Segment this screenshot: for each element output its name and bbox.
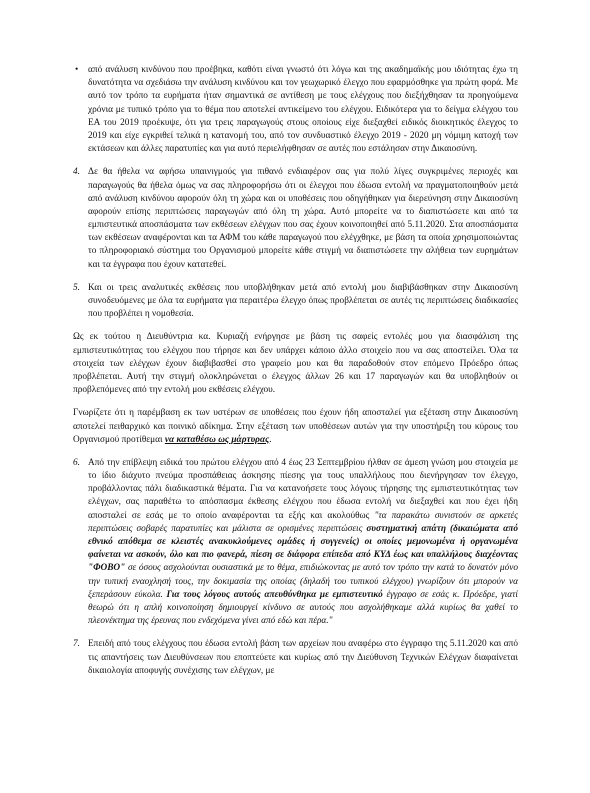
bullet-paragraph-text: από ανάλυση κινδύνου που προέβηκα, καθότι είναι γνωστό ότι λόγω και της ακαδημαϊκής μου ιδιότητας έχω τη δυνατότητα να σχεδιάσω την ανάλυση κινδύνου και τον γεωχωρικό έλεγχο που εφαρμόσθηκε για πρώτη φορά. Με αυτό τον τρόπο τα ευρήματα ήταν σημαντικά σε αντίθεση με τους ελέγχους που διεξήχθησαν τα προηγούμενα χρόνια με τυπικό τρόπο για το θέμα που αποτελεί αντικείμενο του ελέγχου. Ειδικότερα για το δείγμα ελέγχου του ΕΑ του 2019 προέκυψε, ότι για τρεις παραγωγούς στους οποίους είχε διεξαχθεί ειδικός διοικητικός έλεγχος το 2019 και είχε εγκριθεί τελικά η κατανομή του, από τον συνδυαστικό έλεγχο 2019 - 2020 μη νόμιμη κατοχή των εκτάσεων και άλλες παρατυπίες και για αυτό περιελήφθησαν σε αυτές που εστάλησαν στην Δικαιοσύνη. [88,65,518,155]
paragraph-6 [73,457,519,628]
notice-paragraph [73,407,518,447]
bullet-paragraph [75,64,518,156]
paragraph-7-text: Επειδή από τους ελέγχους που έδωσα εντολή βάση των αρχείων που αναφέρω στο έγγραφο της 5.11.2020 και από τις απαντήσεις των Διευθύνσεων που εποπτεύετε και κυρίως από την Διεύθυνση Τεχνικών Ελέγχων διαφαίνεται δικαιολογία αποφυγής συνέχισης των ελέγχων, με [88,639,518,676]
paragraph-number: 7. [73,639,80,650]
paragraph-number: 5. [73,282,80,293]
paragraph-5 [73,282,518,322]
notice-paragraph-end: . [269,434,272,445]
quote-bold-part-2: Για τους λόγους αυτούς απευθύνθηκα με εμπιστευτικό [166,589,383,600]
quote-part-3: έγγραφο σε εσάς κ. Πρόεδρε, γιατί θεωρώ ότι η απλή κοινοποίηση δημιουργεί κίνδυνο σε αυτούς που ασχολήθηκαμε αλλά κυρίως θα χαθεί το πλεονέκτημα της έρευνας που ενδεχόμενα γίνει από εδώ και πέρα." [88,589,518,627]
bullet-marker: • [75,65,79,75]
quote-bold-part-1: συστηματική απάτη (δικαιώματα από εθνικό απόθεμα σε κλειστές ανακυκλούμενες ομάδες ή συγγενείς) οι οποίες μεμονωμένα ή οργανωμένα φαίνεται να ασκούν, όλο και πιο φανερά, πίεση σε διάφορα επίπεδα από ΚΥΔ έως και υπαλλήλους διαχέοντας "ΦΟΒΟ" [88,523,518,574]
quote-part-1: "τα παρακάτω συνιστούν σε αρκετές περιπτώσεις σοβαρές παρατυπίες και μάλιστα σε ορισμένες περιπτώσεις [88,510,518,534]
director-paragraph-text: Ως εκ τούτου η Διευθύντρια κα. Κυριαζή ενήργησε με βάση τις σαφείς εντολές μου για διασφάλιση της εμπιστευτικότητας του ελέγχου που τήρησε και δεν υπάρχει κάποιο άλλο στοιχείο που να σας αποστείλει. Όλα τα στοιχεία των ελέγχων έχουν διαβιβασθεί στο γραφείο μου και θα παραδοθούν στον επόμενο Πρόεδρο όπως προβλέπεται. Αυτή την στιγμή ολοκληρώνεται ο έλεγχος άλλων 26 και 17 παραγωγών και θα υποβληθούν οι προβλεπόμενες από την εντολή μου εκθέσεις ελέγχου. [73,332,518,396]
notice-paragraph-text: Γνωρίζετε ότι η παρέμβαση εκ των υστέρων σε υποθέσεις που έχουν ήδη αποσταλεί για εξέταση στην Δικαιοσύνη αποτελεί πειθαρχικό και ποινικό αδίκημα. Στην εξέταση των υποθέσεων αυτών για την υποστήριξη του κύρους του Οργανισμού προτίθεμαι [73,408,518,445]
paragraph-4 [73,166,518,272]
paragraph-number: 4. [73,167,80,178]
quote-part-2: σε όσους ασχολούνται ουσιαστικά με το θέμα, επιδιώκοντας με αυτό τον τρόπο την κατά το δυνατόν μόνο την τυπική εναοχλησή τους, την δοκιμασία της οποίας (δηλαδή του τυπικού ελέγχου) γνωρίζουν ότι μπορούν να ξεπεράσουν εύκολα. [88,563,519,600]
paragraph-number: 6. [73,457,80,468]
director-paragraph [73,331,518,397]
paragraph-6-text: Από την επίβλεψη ειδικά του πρώτου ελέγχου από 4 έως 23 Σεπτεμβρίου ήλθαν σε άμεση γνώση μου στοιχεία με το ίδιο διάχυτο πνεύμα προσπάθειας άσκησης πίεσης για τους υπαλλήλους που διενήργησαν τον έλεγχο, προβάλλοντας πάλι διαδικαστικά θέματα. Για να κατανοήσετε τους λόγους τήρησης της εμπιστευτικότητας των ελέγχων, σας παραθέτω το απόσπασμα έκθεσης ελέγχου που έδωσα εντολή να διεξαχθεί και που έχει ήδη αποσταλεί σε εσάς με το οποίο αναφέρονται τα εξής και ακολούθως [88,457,518,521]
witness-emphasis: να καταθέσω ως μάρτυρας [164,434,270,445]
paragraph-4-text: Δε θα ήθελα να αφήσω υπαινιγμούς για πιθανό ενδιαφέρον σας για πολύ λίγες συγκριμένες περιοχές και παραγωγούς θα ήθελα όμως να σας πληροφορήσω ότι οι έλεγχοι που έδωσα εντολή να πραγματοποιηθούν μετά από ανάλυση κινδύνου αφορούν όλη τη χώρα και οι υποθέσεις που οδηγήθηκαν για διερεύνηση στην Δικαιοσύνη αφορούν επίσης περιπτώσεις παραγωγών από όλη τη χώρα. Αυτό μπορείτε να το διαπιστώσετε και από τα εμπιστευτικά αποσπάσματα των εκθέσεων ελέγχων που σας έχουν κοινοποιηθεί από 5.11.2020. Στα αποσπάσματα των εκθέσεων αναφέρονται και τα ΑΦΜ του κάθε παραγωγού που ελέγχθηκε, με βάση τα οποία χρησιμοποιώντας το πληροφοριακό σύστημα του Οργανισμού μπορείτε κάθε στιγμή να διαπιστώσετε την αλήθεια των ευρημάτων και τα έγγραφα που έχουν κατατεθεί. [88,167,518,270]
paragraph-5-text: Και οι τρεις αναλυτικές εκθέσεις που υποβλήθηκαν μετά από εντολή μου διαβιβάσθηκαν στην Δικαιοσύνη συνοδευόμενες με όλα τα ευρήματα για περαιτέρω έλεγχο όπως προβλέπεται σε αυτές τις περιπτώσεις διαδικασίες που προβλέπει η νομοθεσία. [88,282,518,320]
paragraph-7 [73,638,518,678]
